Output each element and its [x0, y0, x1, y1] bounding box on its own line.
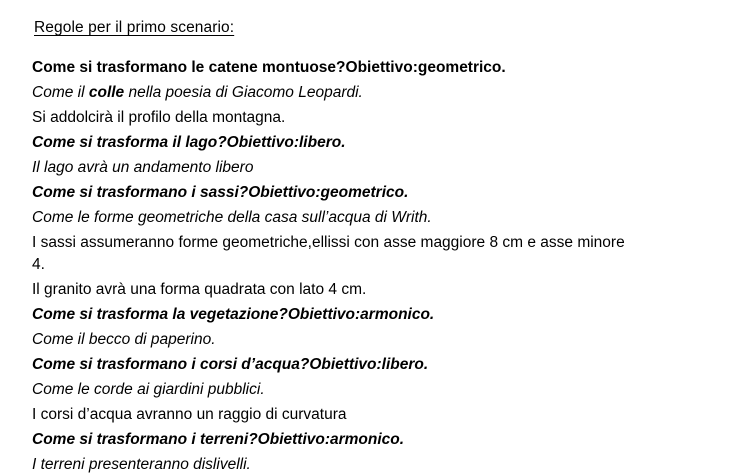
- rule-line: Come si trasforma il lago?Obiettivo:libero.: [32, 133, 346, 151]
- rule-line: I corsi d’acqua avranno un raggio di curvatura: [32, 405, 347, 423]
- rule-line: I sassi assumeranno forme geometriche,ellissi con asse maggiore 8 cm e asse minore 4.: [32, 233, 625, 273]
- rule-line: Come si trasforma la vegetazione?Obiettivo:armonico.: [32, 305, 435, 323]
- rule-line-emphasis: colle: [88, 83, 125, 101]
- rule-line: Come si trasformano i corsi d’acqua?Obiettivo:libero.: [32, 355, 429, 373]
- rule-line: Il granito avrà una forma quadrata con lato 4 cm.: [32, 280, 367, 298]
- page-title: Regole per il primo scenario:: [34, 19, 235, 36]
- document-body: [32, 57, 724, 476]
- rule-line: Si addolcirà il profilo della montagna.: [32, 108, 286, 126]
- rule-line-text-before: Come il: [32, 83, 89, 101]
- rule-line: Come si trasformano i sassi?Obiettivo:geometrico.: [32, 183, 409, 201]
- rule-line: Come si trasformano le catene montuose?Obiettivo:geometrico.: [32, 58, 506, 76]
- rule-line-text-after: nella poesia di Giacomo Leopardi.: [124, 83, 363, 101]
- rule-line: [32, 82, 724, 104]
- rule-line: Come il becco di paperino.: [32, 330, 216, 348]
- rule-line: I terreni presenteranno dislivelli.: [32, 455, 251, 473]
- rule-line: Come le forme geometriche della casa sull’acqua di Writh.: [32, 208, 432, 226]
- rule-line: Come le corde ai giardini pubblici.: [32, 380, 265, 398]
- rule-line: Il lago avrà un andamento libero: [32, 158, 254, 176]
- rule-line: Come si trasformano i terreni?Obiettivo:armonico.: [32, 430, 405, 448]
